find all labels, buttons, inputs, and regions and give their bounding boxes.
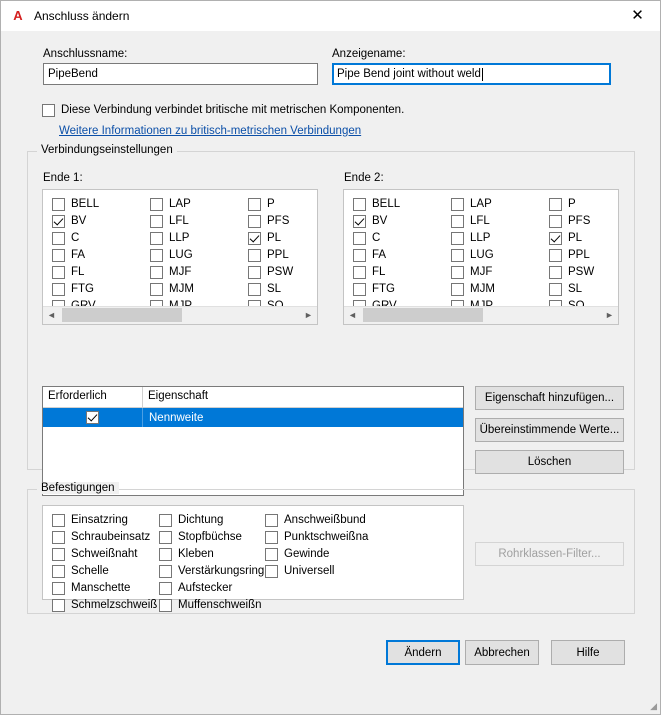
dialog-body bbox=[1, 31, 660, 714]
british-metric-checkbox[interactable] bbox=[42, 102, 404, 118]
checkbox-label: PFS bbox=[267, 214, 290, 227]
help-button[interactable]: Hilfe bbox=[551, 640, 625, 665]
checkbox-label: C bbox=[71, 231, 80, 244]
end1-checkbox-llp[interactable] bbox=[150, 230, 194, 246]
checkbox-box bbox=[265, 531, 278, 544]
row-property-name: Nennweite bbox=[149, 411, 204, 424]
connection-name-input[interactable] bbox=[43, 63, 318, 85]
end2-checkbox-lap[interactable] bbox=[451, 196, 495, 212]
end1-checkbox-fa[interactable] bbox=[52, 247, 99, 263]
end1-checkbox-pfs[interactable] bbox=[248, 213, 293, 229]
checkbox-label: Manschette bbox=[71, 581, 131, 594]
checkbox-box bbox=[549, 249, 562, 262]
end1-checkbox-psw[interactable] bbox=[248, 264, 293, 280]
column-header-property: Eigenschaft bbox=[148, 390, 209, 402]
end2-checkbox-lug[interactable] bbox=[451, 247, 495, 263]
scroll-thumb[interactable] bbox=[363, 308, 483, 322]
end2-checkbox-fl[interactable] bbox=[353, 264, 400, 280]
fastening-checkbox-dichtung[interactable] bbox=[159, 512, 264, 528]
checkbox-label: LLP bbox=[169, 231, 190, 244]
checkbox-box bbox=[159, 599, 172, 612]
checkbox-box bbox=[150, 283, 163, 296]
checkbox-label: FTG bbox=[71, 282, 94, 295]
checkbox-label: FL bbox=[372, 265, 386, 278]
checkbox-label: Muffenschweißn bbox=[178, 598, 262, 611]
fastening-checkbox-einsatzring[interactable] bbox=[52, 512, 157, 528]
checkbox-label: SL bbox=[568, 282, 583, 295]
checkbox-box bbox=[52, 582, 65, 595]
checkbox-box bbox=[248, 283, 261, 296]
checkbox-box bbox=[52, 215, 65, 228]
fastening-checkbox-manschette[interactable] bbox=[52, 580, 157, 596]
scroll-right-icon[interactable]: ► bbox=[300, 307, 317, 324]
end1-checkbox-lug[interactable] bbox=[150, 247, 194, 263]
end2-panel bbox=[343, 189, 619, 325]
fastenings-panel bbox=[42, 505, 464, 611]
checkbox-box bbox=[52, 565, 65, 578]
checkbox-box bbox=[52, 283, 65, 296]
checkbox-box bbox=[52, 514, 65, 527]
checkbox-label: LAP bbox=[169, 197, 191, 210]
end1-checkbox-p[interactable] bbox=[248, 196, 293, 212]
checkbox-label: BELL bbox=[372, 197, 401, 210]
end2-checkbox-ppl[interactable] bbox=[549, 247, 594, 263]
checkbox-label: Schelle bbox=[71, 564, 109, 577]
end1-checkbox-pl[interactable] bbox=[248, 230, 293, 246]
checkbox-box bbox=[159, 582, 172, 595]
end1-hscrollbar[interactable] bbox=[43, 306, 317, 324]
checkbox-box bbox=[353, 215, 366, 228]
checkbox-label: Stopfbüchse bbox=[178, 530, 242, 543]
row-required-checkbox[interactable] bbox=[43, 408, 143, 427]
checkbox-box bbox=[150, 232, 163, 245]
checkbox-box bbox=[451, 198, 464, 211]
checkbox-label: BV bbox=[372, 214, 388, 227]
checkbox-box bbox=[42, 104, 55, 117]
checkbox-label: LFL bbox=[470, 214, 490, 227]
connection-settings-group bbox=[27, 144, 635, 470]
checkbox-label: Schraubeinsatz bbox=[71, 530, 151, 543]
checkbox-label: BELL bbox=[71, 197, 100, 210]
scroll-track[interactable] bbox=[60, 307, 300, 324]
end2-checkbox-pl[interactable] bbox=[549, 230, 594, 246]
end1-checkbox-mjf[interactable] bbox=[150, 264, 194, 280]
end2-checkbox-ftg[interactable] bbox=[353, 281, 400, 297]
checkbox-box bbox=[248, 232, 261, 245]
checkbox-box bbox=[549, 232, 562, 245]
checkbox-label: LUG bbox=[470, 248, 494, 261]
end2-checkbox-fa[interactable] bbox=[353, 247, 400, 263]
checkbox-label: PSW bbox=[267, 265, 294, 278]
end2-label: Ende 2: bbox=[344, 172, 384, 184]
checkbox-box bbox=[150, 266, 163, 279]
checkbox-label: Gewinde bbox=[284, 547, 330, 560]
british-metric-label: Diese Verbindung verbindet britische mit metrischen Komponenten. bbox=[61, 103, 405, 116]
checkbox-box bbox=[451, 266, 464, 279]
fastening-checkbox-anschweissbund[interactable] bbox=[265, 512, 368, 528]
end1-checkbox-ftg[interactable] bbox=[52, 281, 99, 297]
fastenings-title: Befestigungen bbox=[37, 482, 119, 494]
checkbox-label: MJF bbox=[169, 265, 192, 278]
checkbox-label: PL bbox=[568, 231, 583, 244]
checkbox-box bbox=[150, 215, 163, 228]
checkbox-box bbox=[159, 514, 172, 527]
end2-checkbox-sl[interactable] bbox=[549, 281, 594, 297]
scroll-left-icon[interactable]: ◄ bbox=[43, 307, 60, 324]
checkbox-label: MJM bbox=[169, 282, 194, 295]
checkbox-box bbox=[150, 198, 163, 211]
end2-checkbox-mjf[interactable] bbox=[451, 264, 495, 280]
checkbox-box bbox=[52, 599, 65, 612]
british-metric-link[interactable]: Weitere Informationen zu britisch-metrischen Verbindungen bbox=[59, 125, 362, 137]
end1-checkbox-c[interactable] bbox=[52, 230, 99, 246]
autocad-a-icon: A bbox=[13, 8, 23, 23]
checkbox-label: PPL bbox=[267, 248, 289, 261]
checkbox-box bbox=[451, 215, 464, 228]
checkbox-label: FTG bbox=[372, 282, 395, 295]
end1-checkbox-fl[interactable] bbox=[52, 264, 99, 280]
fastening-checkbox-universell[interactable] bbox=[265, 563, 368, 579]
end2-checkbox-lfl[interactable] bbox=[451, 213, 495, 229]
scroll-track[interactable] bbox=[361, 307, 601, 324]
fastening-checkbox-stopfbuechse[interactable] bbox=[159, 529, 264, 545]
fastening-checkbox-verstaerkungsring[interactable] bbox=[159, 563, 264, 579]
pipe-class-filter-button[interactable]: Rohrklassen-Filter... bbox=[475, 542, 624, 566]
checkbox-box bbox=[353, 232, 366, 245]
checkbox-label: Verstärkungsring bbox=[178, 564, 265, 577]
title-bar bbox=[1, 1, 660, 32]
checkbox-box bbox=[451, 232, 464, 245]
checkbox-box bbox=[52, 531, 65, 544]
checkbox-box bbox=[159, 565, 172, 578]
checkbox-box bbox=[52, 198, 65, 211]
checkbox-box bbox=[451, 249, 464, 262]
checkbox-box bbox=[248, 215, 261, 228]
checkbox-box bbox=[52, 232, 65, 245]
checkbox-box bbox=[353, 283, 366, 296]
checkbox-box bbox=[248, 198, 261, 211]
checkbox-label: FA bbox=[372, 248, 387, 261]
text-caret bbox=[482, 68, 483, 81]
fastening-checkbox-schmelzschweiss[interactable] bbox=[52, 597, 157, 613]
checkbox-box bbox=[265, 514, 278, 527]
end2-checkbox-p[interactable] bbox=[549, 196, 594, 212]
fastening-checkbox-schelle[interactable] bbox=[52, 563, 157, 579]
checkbox-label: Aufstecker bbox=[178, 581, 233, 594]
end1-checkbox-bell[interactable] bbox=[52, 196, 99, 212]
column-header-required: Erforderlich bbox=[43, 387, 143, 407]
checkbox-box bbox=[353, 249, 366, 262]
checkbox-label: LAP bbox=[470, 197, 492, 210]
checkbox-box bbox=[549, 266, 562, 279]
delete-property-button[interactable]: Löschen bbox=[475, 450, 624, 474]
display-name-input[interactable] bbox=[332, 63, 611, 85]
end2-checkbox-bv[interactable] bbox=[353, 213, 400, 229]
checkbox-label: P bbox=[568, 197, 576, 210]
checkbox-box bbox=[265, 565, 278, 578]
checkbox-label: BV bbox=[71, 214, 87, 227]
checkbox-label: PPL bbox=[568, 248, 590, 261]
checkbox-box bbox=[150, 249, 163, 262]
checkbox-box bbox=[159, 531, 172, 544]
connection-settings-title: Verbindungseinstellungen bbox=[37, 144, 177, 156]
checkbox-box bbox=[52, 266, 65, 279]
window-title: Anschluss ändern bbox=[34, 9, 130, 23]
end2-checkbox-mjm[interactable] bbox=[451, 281, 495, 297]
fastening-checkbox-schraubeinsatz[interactable] bbox=[52, 529, 157, 545]
fastening-checkbox-muffenschweissn[interactable] bbox=[159, 597, 264, 613]
checkbox-label: C bbox=[372, 231, 381, 244]
close-icon[interactable]: ✕ bbox=[631, 7, 644, 24]
checkbox-label: LUG bbox=[169, 248, 193, 261]
checkbox-label: MJF bbox=[470, 265, 493, 278]
end1-checkbox-lfl[interactable] bbox=[150, 213, 194, 229]
fastening-checkbox-gewinde[interactable] bbox=[265, 546, 368, 562]
table-row[interactable] bbox=[43, 408, 463, 427]
checkbox-box bbox=[52, 249, 65, 262]
matching-values-button[interactable]: Übereinstimmende Werte... bbox=[475, 418, 624, 442]
checkbox-box bbox=[86, 411, 99, 424]
end2-checkbox-psw[interactable] bbox=[549, 264, 594, 280]
display-name-label: Anzeigename: bbox=[332, 48, 406, 60]
checkbox-label: Punktschweißna bbox=[284, 530, 369, 543]
end2-checkbox-bell[interactable] bbox=[353, 196, 400, 212]
fastening-checkbox-kleben[interactable] bbox=[159, 546, 264, 562]
checkbox-label: Kleben bbox=[178, 547, 214, 560]
properties-table[interactable] bbox=[42, 386, 464, 496]
connection-name-label: Anschlussname: bbox=[43, 48, 128, 60]
connection-name-value: PipeBend bbox=[48, 68, 98, 80]
checkbox-label: Einsatzring bbox=[71, 513, 128, 526]
checkbox-box bbox=[248, 249, 261, 262]
end1-checkbox-mjm[interactable] bbox=[150, 281, 194, 297]
checkbox-label: Schweißnaht bbox=[71, 547, 138, 560]
end1-checkbox-ppl[interactable] bbox=[248, 247, 293, 263]
fastening-checkbox-aufstecker[interactable] bbox=[159, 580, 264, 596]
end2-checkbox-llp[interactable] bbox=[451, 230, 495, 246]
checkbox-label: Universell bbox=[284, 564, 335, 577]
checkbox-label: Dichtung bbox=[178, 513, 224, 526]
checkbox-label: Schmelzschweiß bbox=[71, 598, 158, 611]
checkbox-label: LLP bbox=[470, 231, 491, 244]
checkbox-box bbox=[353, 266, 366, 279]
checkbox-box bbox=[549, 198, 562, 211]
end2-checkbox-pfs[interactable] bbox=[549, 213, 594, 229]
checkbox-label: PSW bbox=[568, 265, 595, 278]
end1-checkbox-sl[interactable] bbox=[248, 281, 293, 297]
checkbox-box bbox=[159, 548, 172, 561]
checkbox-box bbox=[52, 548, 65, 561]
scroll-thumb[interactable] bbox=[62, 308, 182, 322]
table-header-row bbox=[43, 387, 463, 408]
checkbox-label: P bbox=[267, 197, 275, 210]
checkbox-label: PL bbox=[267, 231, 282, 244]
checkbox-box bbox=[265, 548, 278, 561]
checkbox-label: MJM bbox=[470, 282, 495, 295]
end2-hscrollbar[interactable] bbox=[344, 306, 618, 324]
fastenings-group bbox=[27, 482, 635, 614]
checkbox-label: FL bbox=[71, 265, 85, 278]
add-property-button[interactable]: Eigenschaft hinzufügen... bbox=[475, 386, 624, 410]
end1-label: Ende 1: bbox=[43, 172, 83, 184]
fastening-checkbox-schweissnaht[interactable] bbox=[52, 546, 157, 562]
checkbox-label: FA bbox=[71, 248, 86, 261]
scroll-right-icon[interactable]: ► bbox=[601, 307, 618, 324]
checkbox-label: SL bbox=[267, 282, 282, 295]
checkbox-label: PFS bbox=[568, 214, 591, 227]
end1-checkbox-lap[interactable] bbox=[150, 196, 194, 212]
checkbox-box bbox=[451, 283, 464, 296]
checkbox-box bbox=[353, 198, 366, 211]
checkbox-box bbox=[549, 283, 562, 296]
checkbox-box bbox=[549, 215, 562, 228]
end1-panel bbox=[42, 189, 318, 325]
apply-button[interactable]: Ändern bbox=[386, 640, 460, 665]
display-name-value: Pipe Bend joint without weld bbox=[337, 68, 481, 80]
cancel-button[interactable]: Abbrechen bbox=[465, 640, 539, 665]
scroll-left-icon[interactable]: ◄ bbox=[344, 307, 361, 324]
end1-checkbox-bv[interactable] bbox=[52, 213, 99, 229]
checkbox-label: LFL bbox=[169, 214, 189, 227]
checkbox-label: Anschweißbund bbox=[284, 513, 366, 526]
checkbox-box bbox=[248, 266, 261, 279]
resize-grip[interactable]: ◢ bbox=[650, 701, 657, 711]
end2-checkbox-c[interactable] bbox=[353, 230, 400, 246]
fastening-checkbox-punktschweissna[interactable] bbox=[265, 529, 368, 545]
